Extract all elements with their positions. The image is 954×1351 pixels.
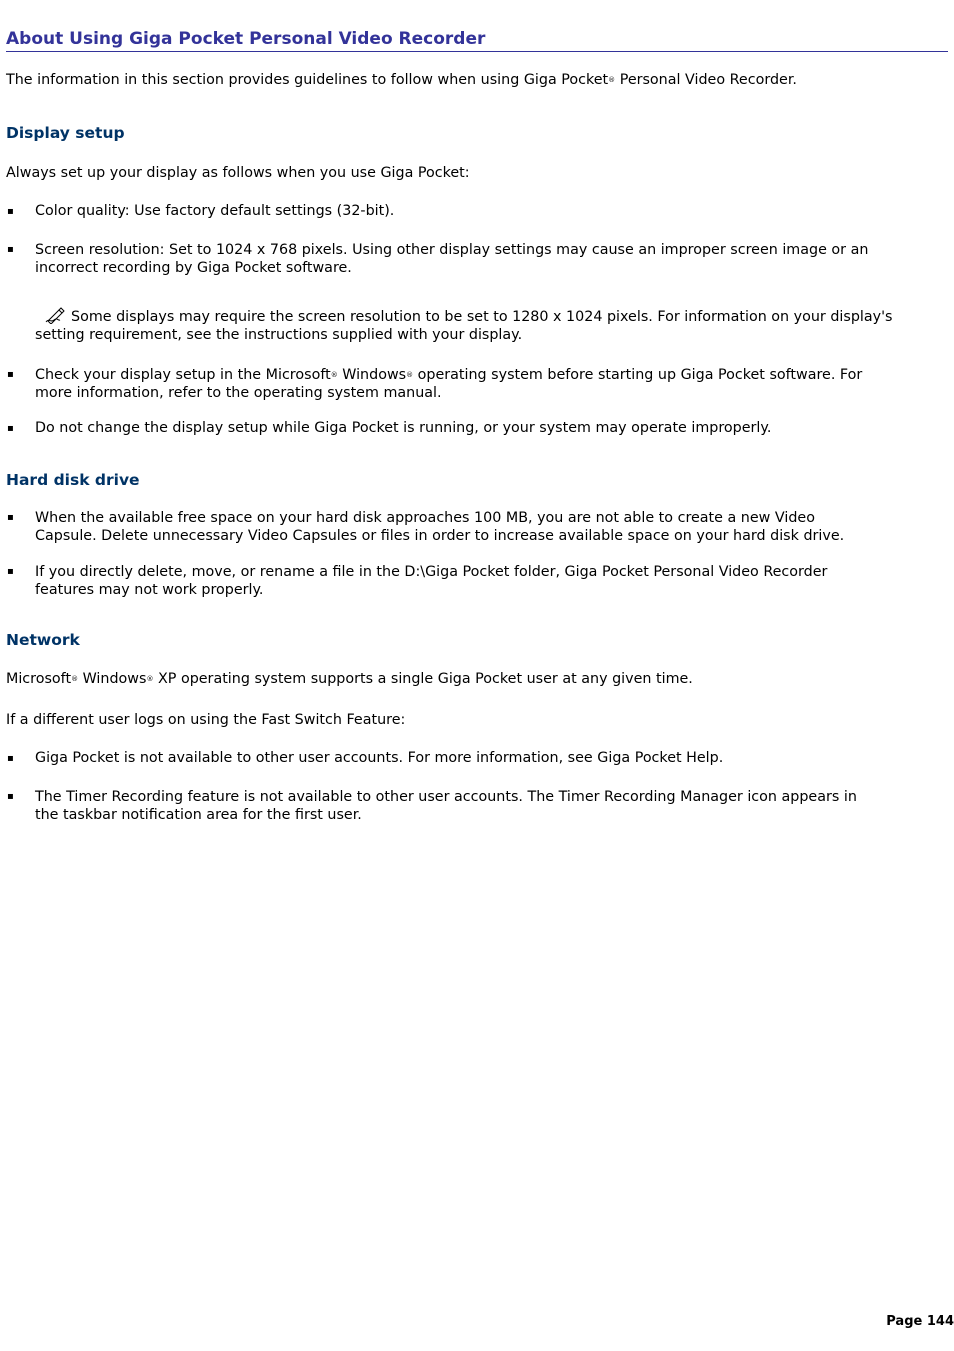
heading-network: Network xyxy=(6,631,80,649)
display-item-check-setup: Check your display setup in the Microsoft® Windows® operating system before starting up Giga Pocket software. For more information, refer to the operating system manual. xyxy=(35,367,863,401)
display-item-do-not-change: Do not change the display setup while Giga Pocket is running, or your system may operate improperly. xyxy=(35,420,772,436)
bullet-icon: ▪ xyxy=(7,244,14,255)
network-paragraph-1: Microsoft® Windows® XP operating system supports a single Giga Pocket user at any given time. xyxy=(6,671,693,687)
network-paragraph-2: If a different user logs on using the Fast Switch Feature: xyxy=(6,712,406,728)
bullet-icon: ▪ xyxy=(7,791,14,802)
intro-paragraph: The information in this section provides guidelines to follow when using Giga Pocket® Personal Video Recorder. xyxy=(6,72,797,88)
hdd-item-free-space: When the available free space on your hard disk approaches 100 MB, you are not able to create a new Video Capsule. Delete unnecessary Video Capsules or files in order to increase available space on your hard disk drive. xyxy=(35,510,845,544)
note-block xyxy=(35,306,892,344)
bullet-icon: ▪ xyxy=(7,512,14,523)
page-number: Page 144 xyxy=(886,1314,954,1329)
note-text-line2: setting requirement, see the instructions supplied with your display. xyxy=(35,327,523,343)
heading-display-setup: Display setup xyxy=(6,124,125,142)
bullet-icon: ▪ xyxy=(7,566,14,577)
hdd-item-delete-move: If you directly delete, move, or rename a file in the D:\Giga Pocket folder, Giga Pocket Personal Video Recorder features may not work properly. xyxy=(35,564,828,598)
heading-hard-disk-drive: Hard disk drive xyxy=(6,471,140,489)
note-text-line1: Some displays may require the screen resolution to be set to 1280 x 1024 pixels. For information on your display's xyxy=(71,309,893,325)
bullet-icon: ▪ xyxy=(7,369,14,380)
page-title: About Using Giga Pocket Personal Video Recorder xyxy=(6,29,948,52)
display-item-color-quality: Color quality: Use factory default settings (32-bit). xyxy=(35,203,395,219)
pen-note-icon xyxy=(45,306,67,324)
bullet-icon: ▪ xyxy=(7,423,14,434)
display-lead: Always set up your display as follows when you use Giga Pocket: xyxy=(6,165,470,181)
display-item-screen-resolution: Screen resolution: Set to 1024 x 768 pixels. Using other display settings may cause an improper screen image or an incorrect recording by Giga Pocket software. xyxy=(35,242,869,276)
network-item-timer-recording: The Timer Recording feature is not available to other user accounts. The Timer Recording Manager icon appears in the taskbar notification area for the first user. xyxy=(35,789,857,823)
bullet-icon: ▪ xyxy=(7,206,14,217)
network-item-not-available: Giga Pocket is not available to other user accounts. For more information, see Giga Pocket Help. xyxy=(35,750,724,766)
bullet-icon: ▪ xyxy=(7,753,14,764)
